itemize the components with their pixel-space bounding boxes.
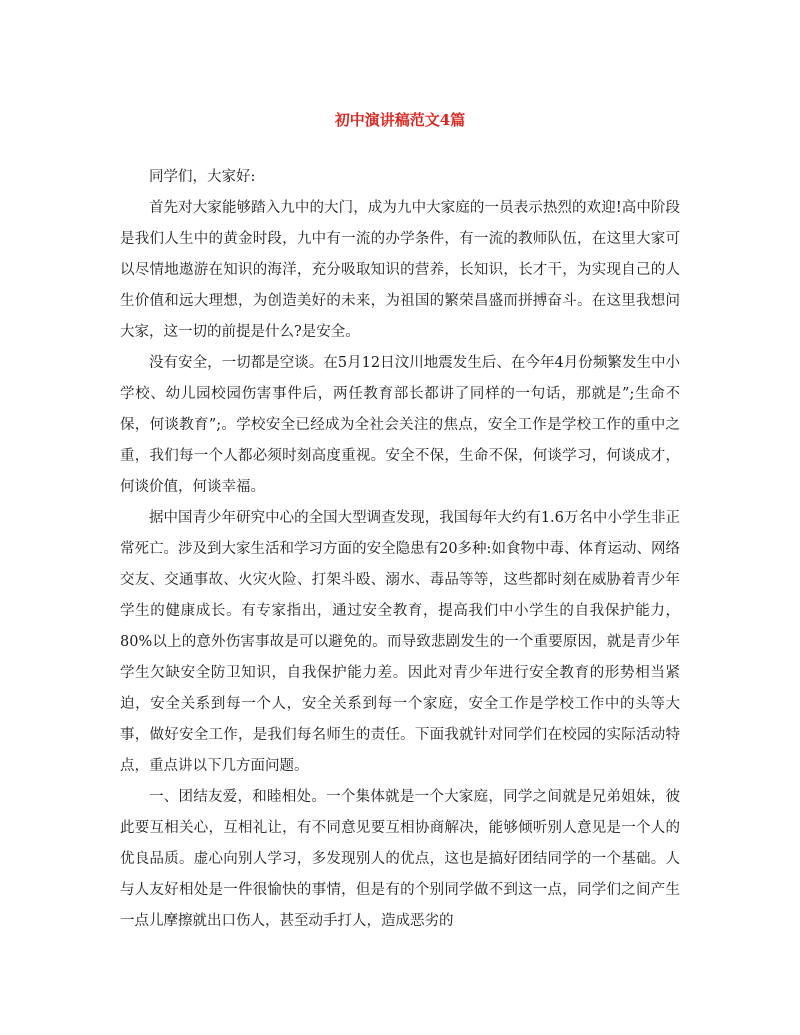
paragraph-survey-findings: 据中国青少年研究中心的全国大型调查发现，我国每年大约有1.6万名中小学生非正常死亡。涉及到大家生活和学习方面的安全隐患有20多种:如食物中毒、体育运动、网络交友、交通事故、火灾火险、打架斗殴、溺水、毒品等等，这些都时刻在威胁着青少年学生的健康成长。有专家指出，通过安全教育，提高我们中小学生的自我保护能力，80%以上的意外伤害事故是可以避免的。而导致悲剧发生的一个重要原因，就是青少年学生欠缺安全防卫知识，自我保护能力差。因此对青少年进行安全教育的形势相当紧迫，安全关系到每一个人，安全关系到每一个家庭，安全工作是学校工作中的头等大事，做好安全工作，是我们每名师生的责任。下面我就针对同学们在校园的实际活动特点，重点讲以下几方面问题。 xyxy=(120,510,680,774)
document-body xyxy=(120,162,680,937)
paragraph-point-one-unity: 一、团结友爱，和睦相处。一个集体就是一个大家庭，同学之间就是兄弟姐妹，彼此要互相关心，互相礼让，有不同意见要互相协商解决，能够倾听别人意见是一个人的优良品质。虚心向别人学习，多发现别人的优点，这也是搞好团结同学的一个基础。人与人友好相处是一件很愉快的事情，但是有的个别同学做不到这一点，同学们之间产生一点儿摩擦就出口伤人，甚至动手打人，造成恶劣的 xyxy=(120,789,680,929)
paragraph-welcome: 首先对大家能够踏入九中的大门，成为九中大家庭的一员表示热烈的欢迎!高中阶段是我们人生中的黄金时段，九中有一流的办学条件，有一流的教师队伍，在这里大家可以尽情地遨游在知识的海洋，充分吸取知识的营养，长知识，长才干，为实现自己的人生价值和远大理想，为创造美好的未来，为祖国的繁荣昌盛而拼搏奋斗。在这里我想问大家，这一切的前提是什么?是安全。 xyxy=(120,200,680,340)
document-title: 初中演讲稿范文4篇 xyxy=(334,111,466,129)
paragraph-safety-importance: 没有安全，一切都是空谈。在5月12日汶川地震发生后、在今年4月份频繁发生中小学校、幼儿园校园伤害事件后，两任教育部长都讲了同样的一句话，那就是”;生命不保，何谈教育”;。学校安全已经成为全社会关注的焦点，安全工作是学校工作的重中之重，我们每一个人都必须时刻高度重视。安全不保，生命不保，何谈学习，何谈成才，何谈价值，何谈幸福。 xyxy=(120,355,680,495)
paragraph-greeting: 同学们，大家好: xyxy=(149,169,256,185)
